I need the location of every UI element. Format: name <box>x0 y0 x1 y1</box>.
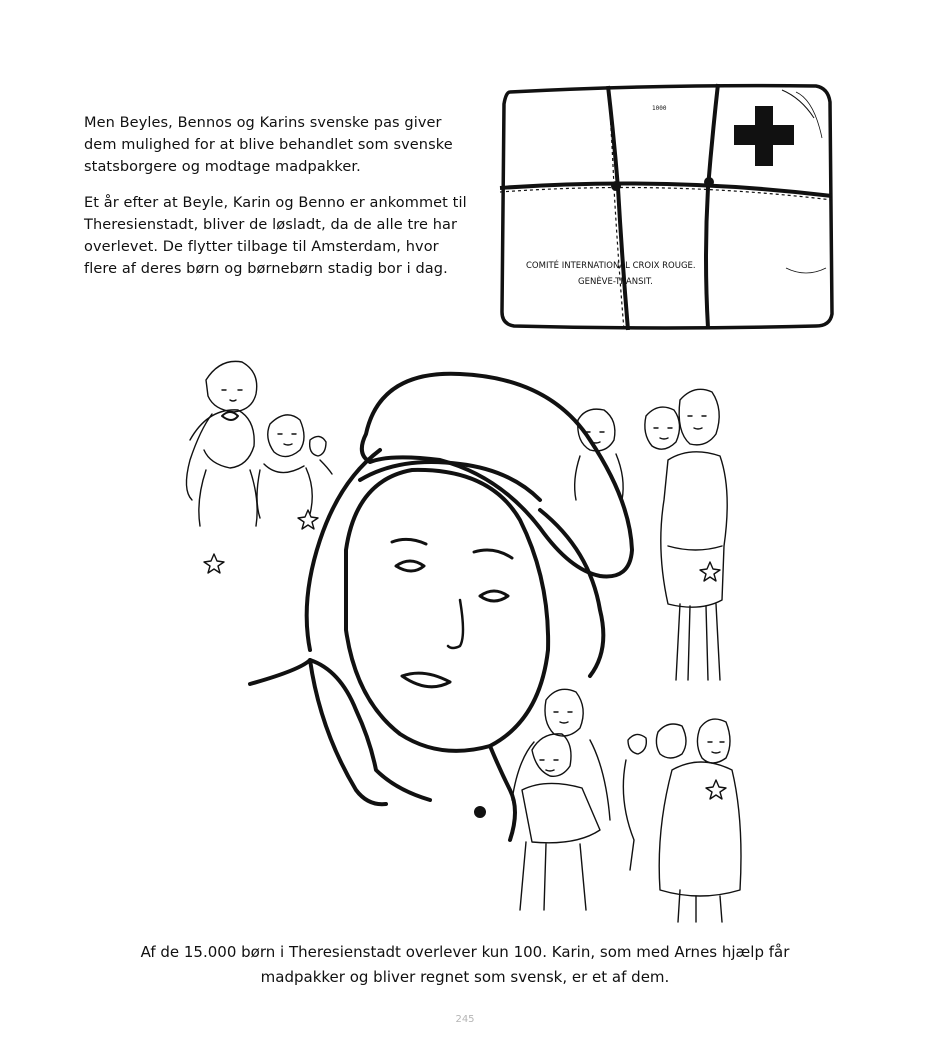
caption-line-2: madpakker og bliver regnet som svensk, er et af dem. <box>260 968 670 986</box>
star-icon <box>298 510 318 529</box>
parcel-stamp-number: 1000 <box>652 105 667 112</box>
girl-portrait <box>250 374 632 840</box>
children-group-right <box>575 389 728 680</box>
star-icon <box>204 554 224 573</box>
caption <box>100 940 830 990</box>
star-icon <box>706 780 726 799</box>
caption-line-1: Af de 15.000 børn i Theresienstadt overlever kun 100. Karin, som med Arnes hjælp får <box>140 943 790 961</box>
red-cross-parcel-illustration <box>496 78 838 336</box>
parcel-label-line-1: COMITÉ INTERNATIONAL CROIX ROUGE. <box>526 261 696 271</box>
page-number: 245 <box>455 1014 475 1025</box>
parcel-label-line-2: GENÈVE-TRANSIT. <box>578 277 653 287</box>
star-icon <box>700 562 720 581</box>
children-illustration <box>160 350 760 930</box>
children-group-top-left <box>186 361 332 526</box>
intro-text <box>84 112 474 294</box>
intro-paragraph-2: Et år efter at Beyle, Karin og Benno er ankommet til Theresienstadt, bliver de løsladt, da de alle tre har overlevet. De flytter tilbage til Amsterdam, hvor flere af deres børn og børnebørn stadig bor i dag. <box>84 195 467 277</box>
intro-paragraph-1: Men Beyles, Bennos og Karins svenske pas giver dem mulighed for at blive behandlet som svenske statsborgere og modtage madpakker. <box>84 115 453 175</box>
children-group-bottom-right <box>512 689 741 922</box>
